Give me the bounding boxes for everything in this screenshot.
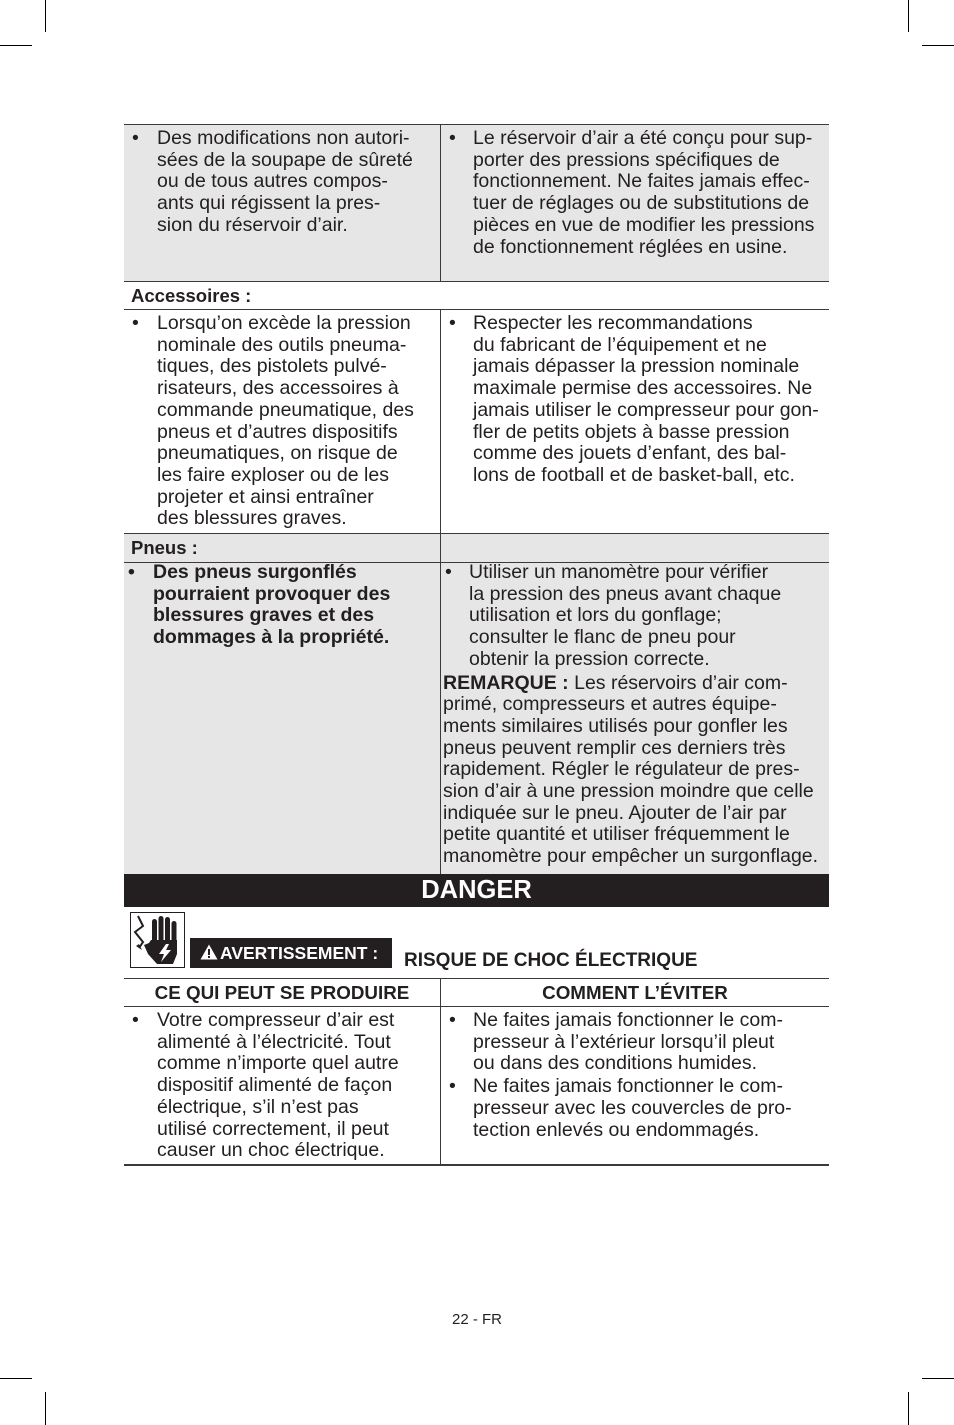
crop-mark-top-right-horizontal	[922, 45, 954, 46]
what-can-happen-cell	[124, 125, 440, 281]
column-header-left-cell	[124, 979, 440, 1006]
hand-finger	[159, 916, 164, 943]
bullet-item: • Votre compresseur d’air est alimenté à l’électricité. Tout comme n’importe quel autre dispositif alimenté de façon électrique, s’il n’est pas utilisé correctement, il peut causer un choc électrique.	[124, 1010, 440, 1162]
section-header-right	[440, 534, 829, 562]
electric-shock-icon	[130, 912, 185, 968]
how-to-prevent-cell	[440, 562, 829, 874]
warning-badge	[190, 938, 392, 968]
how-to-prevent-cell	[440, 1007, 829, 1164]
hazard-title: RISQUE DE CHOC ÉLECTRIQUE	[404, 950, 698, 971]
what-can-happen-cell	[124, 310, 440, 533]
section-label: Pneus :	[131, 537, 198, 558]
crop-mark-bottom-right-horizontal	[922, 1378, 954, 1379]
column-header-how-to-prevent: COMMENT L’ÉVITER	[542, 982, 728, 1003]
bullet-item: • Des pneus surgonflés pourraient provoquer des blessures graves et des dommages à la propriété.	[124, 562, 440, 649]
crop-mark-bottom-right-vertical	[908, 1392, 909, 1425]
page-number: 22 - FR	[451, 1311, 502, 1328]
bullet-item: • Le réservoir d’air a été conçu pour sup- porter des pressions spécifiques de fonctionnement. Ne faites jamais effec- tuer de réglages ou de substitutions de pièces en vue de modifier les pressions de fonctionnement réglées en usine.	[441, 128, 829, 258]
hazard-row-tires	[124, 562, 829, 874]
section-label: Accessoires :	[131, 285, 252, 306]
bullet-item: • Utiliser un manomètre pour vérifier la pression des pneus avant chaque utilisation et lors du gonflage; consulter le flanc de pneu pour obtenir la pression correcte.	[441, 562, 829, 671]
hazard-row-modifications	[124, 124, 829, 281]
electric-shock-icon-graphic	[131, 913, 184, 967]
column-header-row	[124, 978, 829, 1006]
warning-triangle-icon	[200, 944, 218, 960]
section-header-left	[124, 534, 440, 562]
hazard-row-accessories	[124, 309, 829, 533]
crop-mark-top-left-horizontal	[0, 45, 32, 46]
column-header-right-cell	[440, 979, 829, 1006]
section-header-accessories	[124, 281, 829, 309]
how-to-prevent-cell	[440, 125, 829, 281]
note-text: Les réservoirs d’air com- primé, compresseurs et autres équipe- ments similaires utilisés pour gonfler les pneus peuvent remplir ces derniers très rapidement. Régler le régulateur de pres- sion d’air à une pression moindre que celle indiquée sur le pneu. Ajouter de l’air par petite quantité et utiliser fréquemment le manomètre pour empêcher un surgonflage.	[443, 671, 819, 868]
crop-mark-top-right-vertical	[908, 0, 909, 32]
danger-banner: DANGER	[124, 874, 829, 907]
hand-finger	[172, 921, 177, 943]
column-header-what-can-happen: CE QUI PEUT SE PRODUIRE	[154, 982, 410, 1003]
signal-word: AVERTISSEMENT :	[220, 943, 379, 963]
hand-finger	[152, 919, 157, 943]
crop-mark-top-left-vertical	[45, 0, 46, 32]
bullet-item: • Respecter les recommandations du fabricant de l’équipement et ne jamais dépasser la pression nominale maximale permise des accessoires. Ne jamais utiliser le compresseur pour gon- fler de petits objets à basse pression comme des jouets d’enfant, des bal- lons de football et de basket-ball, etc.	[441, 313, 829, 487]
hazard-row-electric-shock	[124, 1006, 829, 1166]
bullet-item: • Des modifications non autori- sées de la soupape de sûreté ou de tous autres compos- ants qui régissent la pres- sion du réservoir d’air.	[124, 128, 440, 237]
how-to-prevent-cell	[440, 310, 829, 533]
note-label: REMARQUE :	[443, 671, 569, 694]
what-can-happen-cell	[124, 1007, 440, 1164]
lightning-line	[135, 916, 143, 948]
hand-finger	[165, 917, 170, 943]
bullet-item: • Lorsqu’on excède la pression nominale des outils pneuma- tiques, des pistolets pulvé- risateurs, des accessoires à commande pneumatique, des pneus et d’autres dispositifs pneumatiques, on risque de les faire exploser ou de les projeter et ainsi entraîner des blessures graves.	[124, 313, 440, 530]
remarque-note	[441, 673, 829, 868]
section-header-tires	[124, 533, 829, 562]
crop-mark-bottom-left-horizontal	[0, 1378, 32, 1379]
what-can-happen-cell	[124, 562, 440, 874]
bullet-item: • Ne faites jamais fonctionner le com- presseur à l’extérieur lorsqu’il pleut ou dans des conditions humides.	[441, 1010, 829, 1075]
bullet-item: • Ne faites jamais fonctionner le com- presseur avec les couvercles de pro- tection enlevés ou endommagés.	[441, 1076, 829, 1141]
crop-mark-bottom-left-vertical	[45, 1392, 46, 1425]
